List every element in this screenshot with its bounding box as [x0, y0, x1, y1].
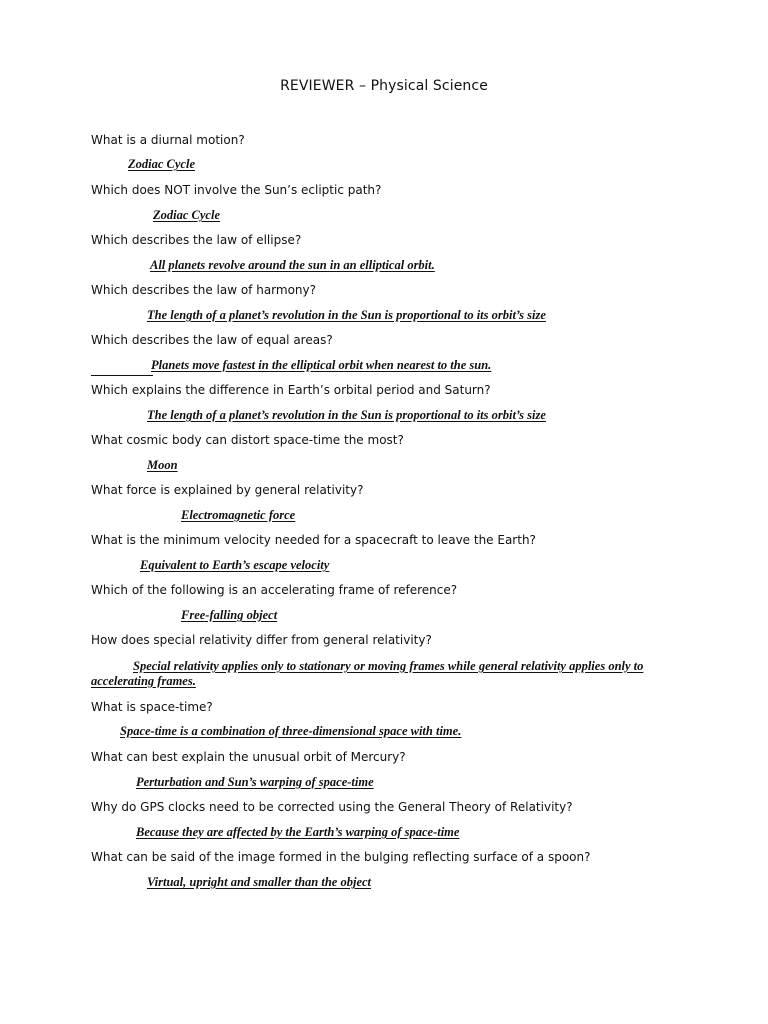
- question-10: Which of the following is an accelerating frame of reference?: [91, 583, 458, 597]
- question-14: Why do GPS clocks need to be corrected using the General Theory of Relativity?: [91, 800, 573, 814]
- page-title: REVIEWER – Physical Science: [280, 78, 488, 94]
- answer-2: Zodiac Cycle: [153, 208, 220, 222]
- question-1: What is a diurnal motion?: [91, 133, 245, 147]
- question-3: Which describes the law of ellipse?: [91, 233, 302, 247]
- question-5: Which describes the law of equal areas?: [91, 333, 333, 347]
- answer-7: Moon: [147, 458, 178, 472]
- question-8: What force is explained by general relativity?: [91, 483, 364, 497]
- answer-14: Because they are affected by the Earth’s warping of space-time: [136, 825, 460, 839]
- answer-5: Planets move fastest in the elliptical orbit when nearest to the sun.: [151, 358, 492, 372]
- answer-8: Electromagnetic force: [181, 508, 296, 522]
- question-4: Which describes the law of harmony?: [91, 283, 316, 297]
- answer-11: Special relativity applies only to stationary or moving frames while general relativity applies only to accelerating frames.: [91, 659, 644, 688]
- question-9: What is the minimum velocity needed for a spacecraft to leave the Earth?: [91, 533, 536, 547]
- answer-15: Virtual, upright and smaller than the object: [147, 875, 372, 889]
- answer-12: Space-time is a combination of three-dimensional space with time.: [120, 724, 462, 738]
- question-6: Which explains the difference in Earth’s orbital period and Saturn?: [91, 383, 491, 397]
- question-12: What is space-time?: [91, 700, 213, 714]
- answer-13: Perturbation and Sun’s warping of space-time: [136, 775, 374, 789]
- answer-9: Equivalent to Earth’s escape velocity: [140, 558, 330, 572]
- answer-3: All planets revolve around the sun in an elliptical orbit.: [150, 258, 435, 272]
- answer-lead-line: [91, 375, 153, 376]
- answer-4: The length of a planet’s revolution in the Sun is proportional to its orbit’s size: [147, 308, 546, 322]
- question-7: What cosmic body can distort space-time the most?: [91, 433, 404, 447]
- question-2: Which does NOT involve the Sun’s ecliptic path?: [91, 183, 382, 197]
- question-15: What can be said of the image formed in the bulging reflecting surface of a spoon?: [91, 850, 591, 864]
- answer-6: The length of a planet’s revolution in the Sun is proportional to its orbit’s size: [147, 408, 546, 422]
- answer-10: Free-falling object: [181, 608, 278, 622]
- question-11: How does special relativity differ from general relativity?: [91, 633, 432, 647]
- answer-1: Zodiac Cycle: [128, 157, 195, 171]
- question-13: What can best explain the unusual orbit of Mercury?: [91, 750, 406, 764]
